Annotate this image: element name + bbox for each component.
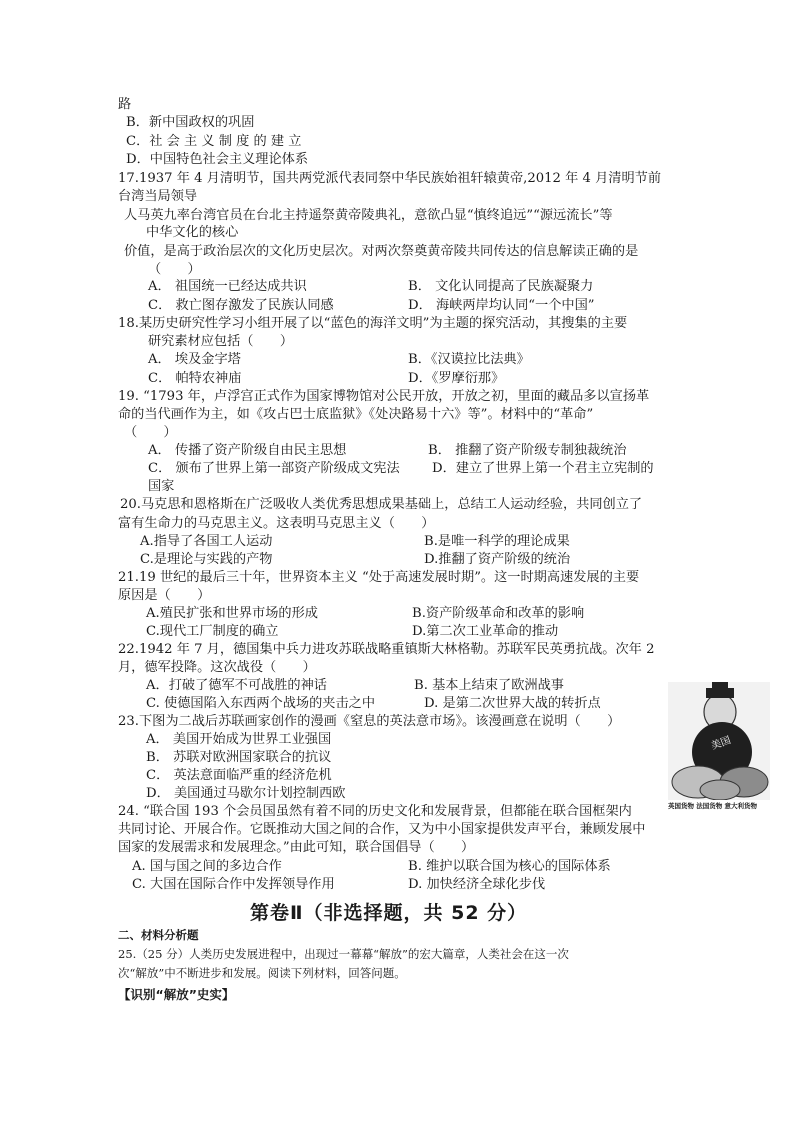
q23-option-b: B． 苏联对欧洲国家联合的抗议 — [146, 750, 332, 765]
q17-blank: （ ） — [148, 262, 201, 277]
q16-option-d: D．中国特色社会主义理论体系 — [126, 152, 309, 167]
q22-option-b: B. 基本上结束了欧洲战事 — [414, 678, 564, 693]
q20-option-d: D.推翻了资产阶级的统治 — [424, 552, 571, 567]
q20-option-b: B.是唯一科学的理论成果 — [424, 534, 570, 549]
q17-option-a: A． 祖国统一已经达成共识 — [148, 279, 307, 294]
q16-tail: 路 — [118, 97, 132, 112]
q21-option-d: D.第二次工业革命的推动 — [412, 624, 559, 639]
q19-option-d-cont: 国家 — [148, 479, 175, 494]
q23-option-d: D． 美国通过马歇尔计划控制西欧 — [146, 786, 346, 801]
q18-option-d: D．《罗摩衍那》 — [408, 371, 505, 386]
q24-stem-2: 共同讨论、开展合作。它既推动大国之间的合作，又为中小国家提供发声平台，兼顾发展中 — [118, 822, 646, 837]
section2-heading: 二、材料分析题 — [118, 928, 199, 942]
q16-option-c: C．社 会 主 义 制 度 的 建 立 — [126, 134, 302, 149]
cartoon-label: 美国 — [709, 735, 733, 753]
q19-option-d: D．建立了世界上第一个君主立宪制的 — [432, 461, 654, 476]
q18-option-c: C． 帕特农神庙 — [148, 371, 242, 386]
q21-stem-1: 21.19 世纪的最后三十年，世界资本主义 “处于高速发展时期”。这一时期高速发展的主要 — [118, 570, 640, 585]
q23-option-a: A． 美国开始成为世界工业强国 — [146, 732, 332, 747]
q21-stem-2: 原因是（ ） — [118, 588, 211, 603]
q24-option-d: D. 加快经济全球化步伐 — [408, 877, 546, 892]
q19-stem-1: 19. “1793 年，卢浮宫正式作为国家博物馆对公民开放，开放之初，里面的藏品多以宣扬革 — [118, 389, 650, 404]
q17-stem-1: 17.1937 年 4 月清明节，国共两党派代表同祭中华民族始祖轩辕黄帝,2012 年 4 月清明节前 — [118, 171, 662, 186]
q25-stem-2: 次“解放”中不断进步和发展。阅读下列材料，回答问题。 — [118, 966, 406, 980]
q19-option-b: B． 推翻了资产阶级专制独裁统治 — [428, 443, 627, 458]
q18-option-a: A． 埃及金字塔 — [148, 352, 241, 367]
q25-stem-1: 25.（25 分）人类历史发展进程中，出现过一幕幕“解放”的宏大篇章，人类社会在这一次 — [118, 947, 569, 961]
q23-stem: 23.下图为二战后苏联画家创作的漫画《窒息的英法意市场》。该漫画意在说明（ ） — [118, 714, 621, 729]
q22-option-c: C. 使德国陷入东西两个战场的夹击之中 — [146, 696, 376, 711]
cartoon-image — [668, 682, 770, 800]
q24-option-b: B. 维护以联合国为核心的国际体系 — [408, 859, 611, 874]
subheading: 【识别“解放”史实】 — [118, 987, 235, 1002]
q21-option-b: B.资产阶级革命和改革的影响 — [412, 606, 585, 621]
q24-stem-3: 国家的发展需求和发展理念。”由此可知，联合国倡导（ ） — [118, 840, 475, 855]
q20-stem-1: 20.马克思和恩格斯在广泛吸收人类优秀思想成果基础上，总结工人运动经验，共同创立了 — [120, 497, 643, 512]
q21-option-a: A.殖民扩张和世界市场的形成 — [146, 606, 318, 621]
q21-option-c: C.现代工厂制度的确立 — [146, 624, 279, 639]
q17-option-d: D． 海峡两岸均认同“一个中国” — [408, 298, 595, 313]
q24-stem-1: 24. “联合国 193 个会员国虽然有着不同的历史文化和发展背景，但都能在联合国框架内 — [118, 804, 632, 819]
q19-stem-2: 命的当代画作为主，如《攻占巴士底监狱》《处决路易十六》等”。材料中的“革命” — [118, 407, 594, 422]
q23-option-c: C． 英法意面临严重的经济危机 — [146, 768, 332, 783]
q17-stem-3: 人马英九率台湾官员在台北主持遥祭黄帝陵典礼，意欲凸显“慎终追远”“源远流长”等 — [124, 208, 613, 223]
q18-stem-1: 18.某历史研究性学习小组开展了以“蓝色的海洋文明”为主题的探究活动，其搜集的主要 — [118, 316, 628, 331]
q17-stem-2: 台湾当局领导 — [118, 189, 198, 204]
q18-stem-2: 研究素材应包括（ ） — [148, 334, 294, 349]
part2-title: 第卷Ⅱ（非选择题，共 52 分） — [250, 902, 528, 924]
q24-option-a: A. 国与国之间的多边合作 — [132, 859, 282, 874]
q19-option-a: A． 传播了资产阶级自由民主思想 — [148, 443, 347, 458]
q22-stem-2: 月，德军投降。这次战役（ ） — [118, 660, 316, 675]
q20-option-c: C.是理论与实践的产物 — [140, 552, 273, 567]
q17-option-b: B． 文化认同提高了民族凝聚力 — [408, 279, 594, 294]
q17-stem-4: 中华文化的核心 — [146, 225, 239, 240]
q22-stem-1: 22.1942 年 7 月，德国集中兵力进攻苏联战略重镇斯大林格勒。苏联军民英勇抗战。次年 2 — [118, 642, 655, 657]
q24-option-c: C. 大国在国际合作中发挥领导作用 — [132, 877, 335, 892]
q22-option-d: D. 是第二次世界大战的转折点 — [424, 696, 601, 711]
q17-option-c: C． 救亡图存激发了民族认同感 — [148, 298, 334, 313]
cartoon-caption: 英国货物 法国货物 意大利货物 — [668, 802, 758, 810]
q19-option-c: C． 颁布了世界上第一部资产阶级成文宪法 — [148, 461, 400, 476]
q19-blank: （ ） — [124, 425, 177, 440]
q20-option-a: A.指导了各国工人运动 — [140, 534, 273, 549]
q18-option-b: B．《汉谟拉比法典》 — [408, 352, 530, 367]
q22-option-a: A．打破了德军不可战胜的神话 — [146, 678, 327, 693]
q20-stem-2: 富有生命力的马克思主义。这表明马克思主义（ ） — [118, 516, 435, 531]
q17-stem-5: 价值，是高于政治层次的文化历史层次。对两次祭奠黄帝陵共同传达的信息解读正确的是 — [124, 244, 639, 259]
q16-option-b: B．新中国政权的巩固 — [126, 115, 255, 130]
